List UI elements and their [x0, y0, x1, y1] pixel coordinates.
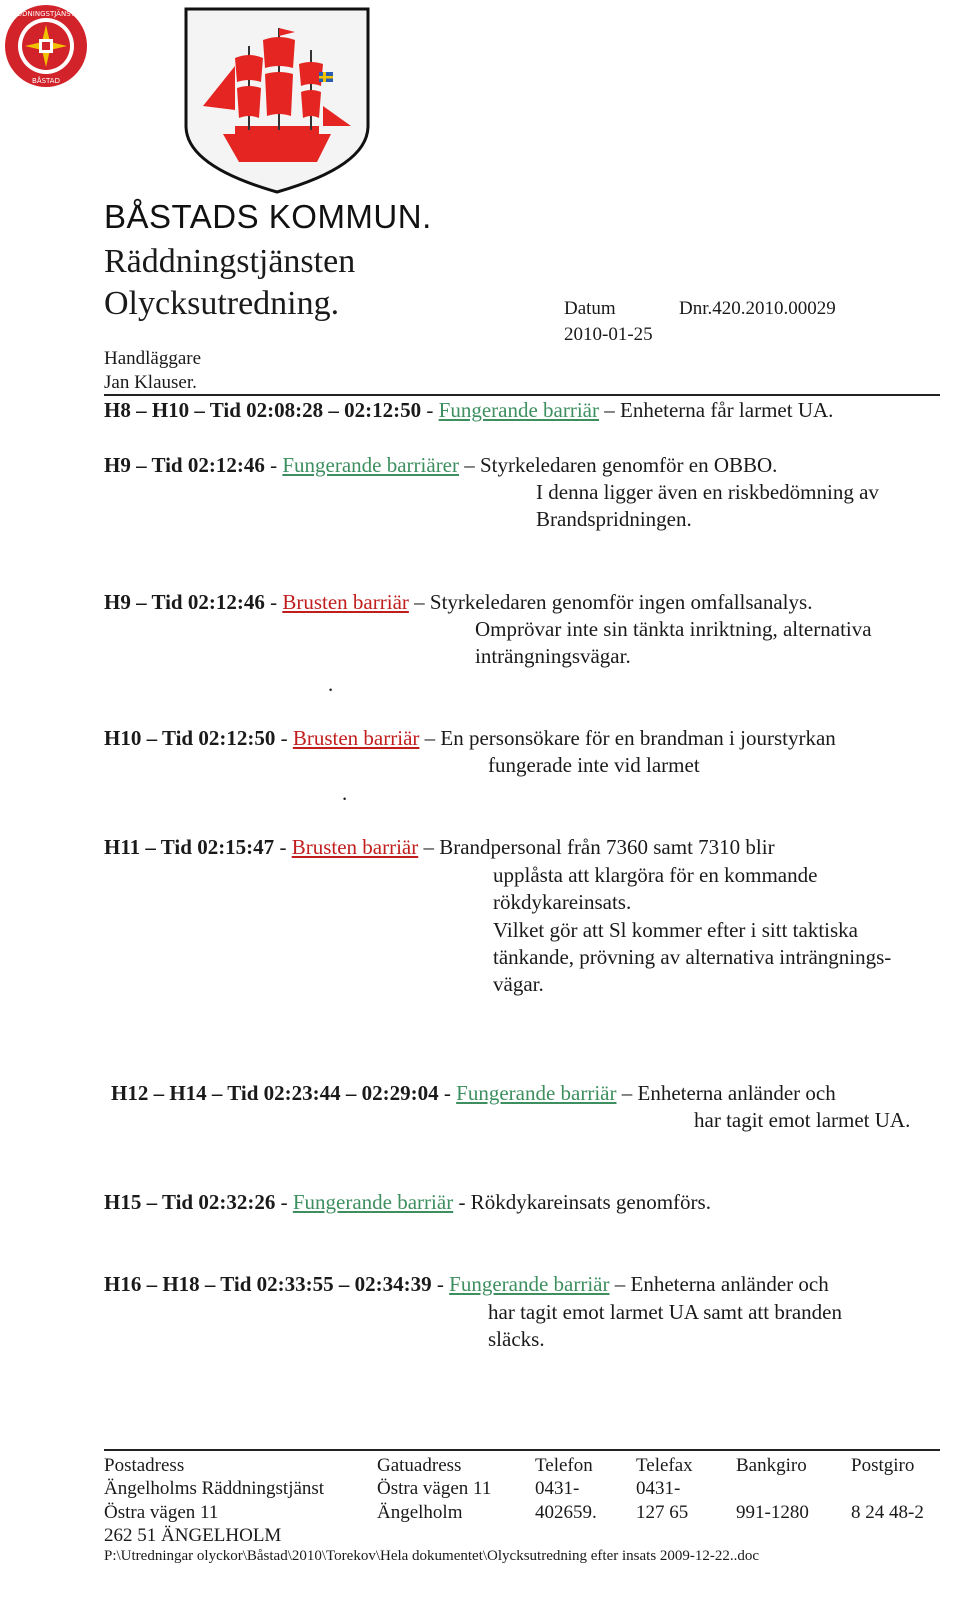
event-description-line: Omprövar inte sin tänkta inriktning, alternativa [475, 617, 872, 641]
barrier-working-link[interactable]: Fungerande barriär [449, 1272, 610, 1296]
event-code: H11 – Tid 02:15:47 [104, 835, 275, 859]
document-title: Olycksutredning. [104, 285, 340, 322]
stray-dot: . [342, 781, 348, 805]
footer-gatuadress-line: Ängelholm [377, 1502, 463, 1523]
event-entry [104, 1272, 829, 1297]
footer-telefax-head: Telefax [636, 1455, 693, 1476]
barrier-working-link[interactable]: Fungerande barriär [292, 1190, 454, 1214]
event-separator: - [275, 1190, 293, 1214]
footer-postadress-head: Postadress [104, 1455, 185, 1476]
event-description-line: inträngningsvägar. [475, 644, 631, 668]
event-description-line: har tagit emot larmet UA. [694, 1108, 911, 1132]
event-description-line: fungerade inte vid larmet [488, 753, 700, 777]
header-divider [104, 394, 940, 396]
event-description: – En personsökare för en brandman i jourstyrkan [424, 726, 836, 750]
event-description: – Enheterna anländer och [621, 1081, 836, 1105]
footer-telefon-head: Telefon [535, 1455, 593, 1476]
footer-telefax-line: 127 65 [636, 1502, 689, 1523]
event-entry [104, 726, 836, 751]
badge-text-top: RÄDDNINGSTJÄNSTEN [7, 10, 85, 18]
footer-telefon-line: 402659. [535, 1502, 597, 1523]
event-description-line: vägar. [493, 972, 544, 996]
event-separator: - [421, 398, 439, 422]
event-description-line: har tagit emot larmet UA samt att branden [488, 1300, 842, 1324]
footer-bankgiro-value: 991-1280 [736, 1502, 809, 1523]
coat-of-arms-ship-icon [183, 6, 371, 194]
event-code: H9 – Tid 02:12:46 [104, 453, 265, 477]
handler-label: Handläggare [104, 348, 202, 369]
event-description: – Styrkeledaren genomför en OBBO. [464, 453, 778, 477]
event-description-line: upplåsta att klargöra för en kommande [493, 863, 818, 887]
registration-number: Dnr.420.2010.00029 [679, 298, 836, 319]
event-description-line: rökdykareinsats. [493, 890, 632, 914]
barrier-working-link[interactable]: Fungerande barriärer [282, 453, 459, 477]
event-code: H16 – H18 – Tid 02:33:55 – 02:34:39 [104, 1272, 432, 1296]
footer-telefax-line: 0431- [636, 1478, 681, 1499]
event-entry [104, 453, 777, 478]
event-entry [104, 398, 833, 423]
municipality-name: BÅSTADS KOMMUN. [104, 198, 432, 235]
barrier-working-link[interactable]: Fungerande barriär [438, 398, 599, 422]
event-description: - Rökdykareinsats genomförs. [453, 1190, 711, 1214]
footer-bankgiro-head: Bankgiro [736, 1455, 807, 1476]
barrier-working-link[interactable]: Fungerande barriär [456, 1081, 617, 1105]
event-separator: - [275, 726, 293, 750]
event-description-line: Vilket gör att Sl kommer efter i sitt taktiska [493, 918, 858, 942]
footer-postadress-line: Östra vägen 11 [104, 1502, 219, 1523]
event-description: – Brandpersonal från 7360 samt 7310 blir [423, 835, 775, 859]
event-description-line: tänkande, prövning av alternativa inträngnings- [493, 945, 892, 969]
event-separator: - [274, 835, 292, 859]
event-code: H8 – H10 – Tid 02:08:28 – 02:12:50 [104, 398, 422, 422]
event-code: H9 – Tid 02:12:46 [104, 590, 265, 614]
footer-postadress-line: 262 51 ÄNGELHOLM [104, 1525, 282, 1546]
event-separator: - [264, 453, 283, 477]
event-description-line: släcks. [488, 1327, 545, 1351]
date-value: 2010-01-25 [564, 324, 653, 345]
event-description-line: Brandspridningen. [536, 507, 692, 531]
event-separator: - [264, 590, 283, 614]
barrier-broken-link[interactable]: Brusten barriär [291, 835, 419, 859]
footer-postgiro-value: 8 24 48-2 [851, 1502, 924, 1523]
department-name: Räddningstjänsten [104, 243, 356, 280]
event-code: H15 – Tid 02:32:26 [104, 1190, 276, 1214]
date-label: Datum [564, 298, 616, 319]
badge-text-bottom: BÅSTAD [32, 77, 60, 85]
footer-telefon-line: 0431- [535, 1478, 580, 1499]
event-entry [104, 835, 775, 860]
footer-postadress-line: Ängelholms Räddningstjänst [104, 1478, 325, 1499]
handler-name: Jan Klauser. [104, 372, 197, 393]
rescue-service-badge-icon [3, 3, 89, 89]
event-description: – Enheterna får larmet UA. [604, 398, 834, 422]
event-separator: - [438, 1081, 457, 1105]
event-description: – Enheterna anländer och [614, 1272, 829, 1296]
event-entry [104, 590, 812, 615]
event-description-line: I denna ligger även en riskbedömning av [536, 480, 879, 504]
event-code: H10 – Tid 02:12:50 [104, 726, 276, 750]
event-code: H12 – H14 – Tid 02:23:44 – 02:29:04 [111, 1081, 439, 1105]
barrier-broken-link[interactable]: Brusten barriär [282, 590, 409, 614]
event-description: – Styrkeledaren genomför ingen omfallsanalys. [414, 590, 813, 614]
event-separator: - [431, 1272, 450, 1296]
stray-dot: . [328, 672, 334, 696]
footer-divider [104, 1449, 940, 1451]
footer-postgiro-head: Postgiro [851, 1455, 915, 1476]
event-entry [104, 1190, 711, 1215]
barrier-broken-link[interactable]: Brusten barriär [292, 726, 420, 750]
footer-gatuadress-line: Östra vägen 11 [377, 1478, 492, 1499]
footer-gatuadress-head: Gatuadress [377, 1455, 462, 1476]
file-path: P:\Utredningar olyckor\Båstad\2010\Torekov\Hela dokumentet\Olycksutredning efter insats 2009-12-22..doc [104, 1548, 760, 1564]
event-entry [111, 1081, 836, 1106]
